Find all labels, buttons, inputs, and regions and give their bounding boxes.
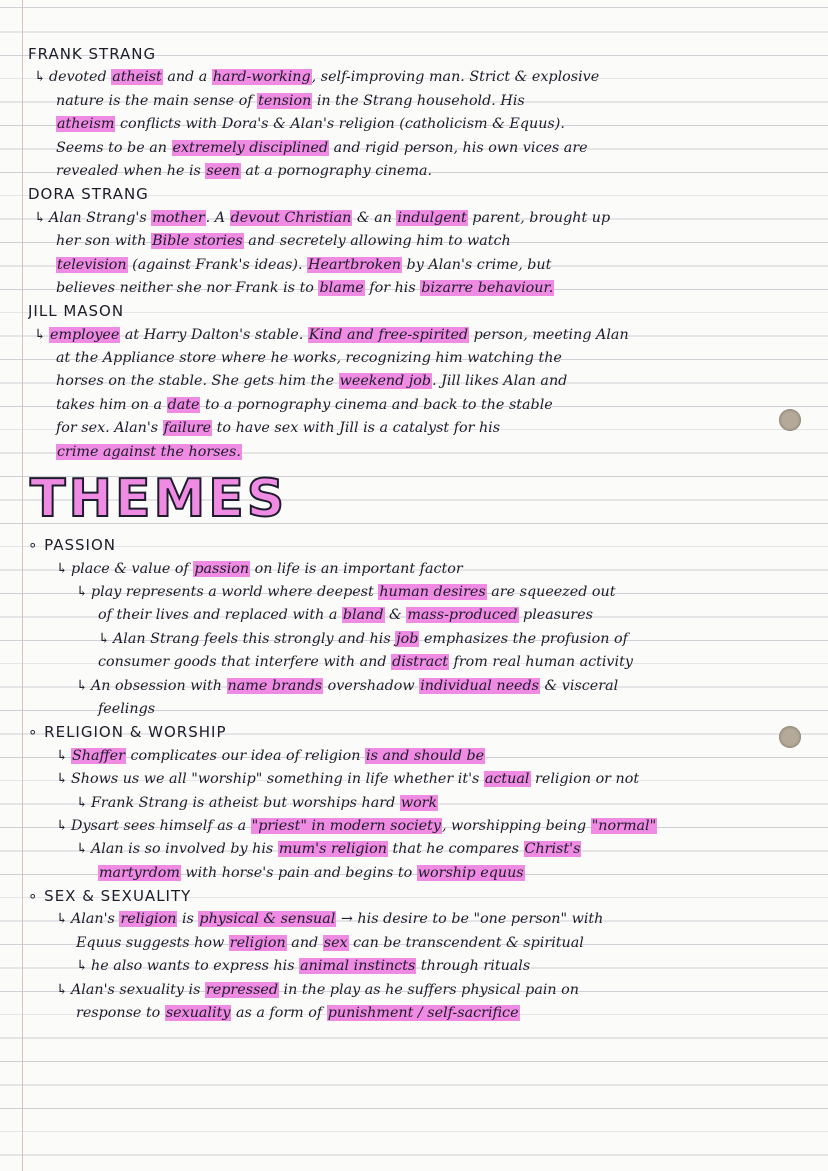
note-text: of their lives and replaced with a bbox=[98, 607, 342, 624]
highlighted-text: hard-working bbox=[212, 69, 311, 86]
highlighted-text: Christ's bbox=[524, 841, 581, 858]
note-line bbox=[28, 628, 818, 651]
note-text: as a form of bbox=[231, 1005, 327, 1022]
highlighted-text: television bbox=[57, 256, 127, 273]
highlighted-text: mother bbox=[152, 209, 205, 226]
highlighted-text: bland bbox=[342, 607, 384, 624]
highlighted-text: "priest" in modern society bbox=[251, 817, 441, 834]
note-text: takes him on a bbox=[56, 396, 167, 413]
note-text: Dysart sees himself as a bbox=[70, 817, 251, 834]
arrow-bullet-icon: ↳ bbox=[76, 794, 88, 811]
note-line bbox=[28, 324, 818, 347]
bullet-icon: ∘ bbox=[28, 887, 45, 906]
bullet-icon: ∘ bbox=[28, 723, 45, 742]
note-text: overshadow bbox=[323, 677, 420, 694]
arrow-bullet-icon: ↳ bbox=[98, 630, 110, 647]
note-text: revealed when he is bbox=[56, 162, 206, 179]
arrow-bullet-icon: ↳ bbox=[56, 771, 68, 788]
note-text: and a bbox=[162, 69, 212, 86]
note-line bbox=[28, 768, 818, 791]
note-text: to have sex with Jill is a catalyst for his bbox=[212, 420, 501, 437]
note-text: , worshipping being bbox=[441, 817, 591, 834]
note-line bbox=[28, 979, 818, 1002]
arrow-bullet-icon: ↳ bbox=[56, 817, 68, 834]
note-text: Alan Strang feels this strongly and his bbox=[112, 630, 396, 647]
note-text: nature is the main sense of bbox=[56, 92, 258, 109]
note-line bbox=[28, 277, 818, 300]
highlighted-text: worship equus bbox=[417, 864, 524, 881]
note-line bbox=[28, 792, 818, 815]
note-text: and bbox=[286, 934, 323, 951]
note-text: An obsession with bbox=[90, 677, 227, 694]
note-text: emphasizes the profusion of bbox=[419, 630, 628, 647]
note-text: can be transcendent & spiritual bbox=[348, 934, 584, 951]
note-text: are squeezed out bbox=[486, 584, 616, 600]
theme-heading bbox=[28, 721, 818, 744]
arrow-bullet-icon: ↳ bbox=[76, 677, 88, 694]
note-text: play represents a world where deepest bbox=[90, 584, 379, 600]
note-line bbox=[28, 113, 818, 136]
note-text: to a pornography cinema and back to the stable bbox=[200, 396, 553, 413]
note-line bbox=[28, 932, 818, 955]
note-line bbox=[28, 66, 818, 89]
highlighted-text: tension bbox=[258, 92, 312, 109]
note-text: response to bbox=[76, 1005, 165, 1022]
note-line bbox=[28, 207, 818, 230]
note-line bbox=[28, 160, 818, 183]
highlighted-text: distract bbox=[392, 654, 449, 671]
highlighted-text: extremely disciplined bbox=[172, 139, 329, 156]
highlighted-text: name brands bbox=[227, 677, 323, 694]
note-text: that he compares bbox=[387, 841, 524, 858]
note-text: at Harry Dalton's stable. bbox=[120, 326, 308, 343]
note-text: at the Appliance store where he works, recognizing him watching the bbox=[56, 350, 562, 367]
note-text: at a pornography cinema. bbox=[240, 162, 433, 179]
note-text: through rituals bbox=[416, 958, 531, 975]
note-text: Alan's sexuality is bbox=[70, 981, 205, 998]
note-line bbox=[28, 838, 818, 861]
theme-name: RELIGION & WORSHIP bbox=[44, 723, 227, 742]
arrow-bullet-icon: ↳ bbox=[56, 981, 68, 998]
note-text: conflicts with Dora's & Alan's religion (catholicism & Equus). bbox=[115, 116, 565, 133]
arrow-bullet-icon: ↳ bbox=[34, 209, 46, 226]
highlighted-text: Bible stories bbox=[152, 233, 243, 250]
note-text: and rigid person, his own vices are bbox=[329, 139, 588, 156]
note-line bbox=[28, 698, 818, 721]
note-line bbox=[28, 675, 818, 698]
highlighted-text: atheism bbox=[57, 116, 115, 133]
theme-name: SEX & SEXUALITY bbox=[44, 887, 192, 906]
note-text: . A bbox=[205, 209, 230, 226]
theme-heading bbox=[28, 534, 818, 557]
bullet-icon: ∘ bbox=[28, 536, 45, 555]
arrow-bullet-icon: ↳ bbox=[56, 560, 68, 577]
note-text: by Alan's crime, but bbox=[402, 256, 552, 273]
arrow-bullet-icon: ↳ bbox=[56, 911, 68, 928]
highlighted-text: mum's religion bbox=[278, 841, 387, 858]
note-text: horses on the stable. She gets him the bbox=[56, 373, 339, 390]
highlighted-text: "normal" bbox=[591, 817, 657, 834]
highlighted-text: atheist bbox=[112, 69, 162, 86]
highlighted-text: individual needs bbox=[420, 677, 539, 694]
highlighted-text: animal instincts bbox=[300, 958, 416, 975]
note-line bbox=[28, 254, 818, 277]
highlighted-text: martyrdom bbox=[99, 864, 180, 881]
highlighted-text: mass-produced bbox=[407, 607, 518, 624]
highlighted-text: Shaffer bbox=[71, 747, 125, 764]
highlighted-text: Heartbroken bbox=[308, 256, 401, 273]
note-line bbox=[28, 745, 818, 768]
note-line bbox=[28, 137, 818, 160]
highlighted-text: repressed bbox=[205, 981, 279, 998]
arrow-bullet-icon: ↳ bbox=[76, 841, 88, 858]
note-line bbox=[28, 90, 818, 113]
note-text: consumer goods that interfere with and bbox=[98, 654, 392, 671]
highlighted-text: religion bbox=[229, 934, 286, 951]
arrow-bullet-icon: ↳ bbox=[76, 584, 88, 600]
note-line bbox=[28, 370, 818, 393]
note-line bbox=[28, 347, 818, 370]
highlighted-text: job bbox=[396, 630, 419, 647]
note-text: in the Strang household. His bbox=[312, 92, 525, 109]
note-line bbox=[28, 815, 818, 838]
note-text: Alan Strang's bbox=[48, 209, 152, 226]
arrow-bullet-icon: ↳ bbox=[76, 958, 88, 975]
note-text: Equus suggests how bbox=[76, 934, 229, 951]
note-text: Seems to be an bbox=[56, 139, 172, 156]
note-text: devoted bbox=[48, 69, 112, 86]
note-text: → his desire to be "one person" with bbox=[336, 911, 604, 928]
note-text: , self-improving man. Strict & explosive bbox=[311, 69, 600, 86]
note-line bbox=[28, 862, 818, 885]
note-text: Frank Strang is atheist but worships hard bbox=[90, 794, 400, 811]
note-text: and secretely allowing him to watch bbox=[243, 233, 511, 250]
highlighted-text: work bbox=[400, 794, 438, 811]
arrow-bullet-icon: ↳ bbox=[34, 326, 46, 343]
note-text: parent, brought up bbox=[467, 209, 611, 226]
character-heading: JILL MASON bbox=[28, 302, 125, 321]
highlighted-text: sexuality bbox=[165, 1005, 231, 1022]
note-text: Shows us we all "worship" something in life whether it's bbox=[70, 771, 484, 788]
highlighted-text: date bbox=[167, 396, 200, 413]
highlighted-text: bizarre behaviour. bbox=[421, 279, 554, 296]
highlighted-text: blame bbox=[319, 279, 364, 296]
note-line bbox=[28, 955, 818, 978]
highlighted-text: is and should be bbox=[366, 747, 485, 764]
note-text: with horse's pain and begins to bbox=[180, 864, 417, 881]
note-text: & visceral bbox=[539, 677, 619, 694]
highlighted-text: religion bbox=[120, 911, 177, 928]
highlighted-text: crime against the horses. bbox=[57, 443, 241, 460]
highlighted-text: passion bbox=[194, 560, 250, 577]
highlighted-text: failure bbox=[163, 420, 212, 437]
highlighted-text: devout Christian bbox=[230, 209, 352, 226]
note-text: place & value of bbox=[70, 560, 194, 577]
highlighted-text: seen bbox=[206, 162, 240, 179]
highlighted-text: sex bbox=[323, 934, 348, 951]
themes-title: THEMES bbox=[30, 469, 288, 530]
note-line bbox=[28, 651, 818, 674]
note-line bbox=[28, 394, 818, 417]
note-text: he also wants to express his bbox=[90, 958, 300, 975]
note-line bbox=[28, 230, 818, 253]
page-margin-line bbox=[22, 0, 23, 1171]
note-text: her son with bbox=[56, 233, 152, 250]
note-text: & an bbox=[352, 209, 397, 226]
highlighted-text: punishment / self-sacrifice bbox=[327, 1005, 519, 1022]
character-heading: FRANK STRANG bbox=[28, 45, 157, 63]
note-text: believes neither she nor Frank is to bbox=[56, 279, 319, 296]
note-line bbox=[28, 581, 818, 604]
note-line bbox=[28, 417, 818, 440]
note-text: . Jill likes Alan and bbox=[432, 373, 568, 390]
note-text: (against Frank's ideas). bbox=[127, 256, 308, 273]
highlighted-text: employee bbox=[49, 326, 120, 343]
note-line bbox=[28, 908, 818, 931]
note-text: on life is an important factor bbox=[250, 560, 463, 577]
highlighted-text: physical & sensual bbox=[199, 911, 336, 928]
note-text: for sex. Alan's bbox=[56, 420, 163, 437]
note-text: Alan's bbox=[70, 911, 120, 928]
note-line bbox=[28, 558, 818, 581]
note-text: for his bbox=[364, 279, 421, 296]
highlighted-text: Kind and free-spirited bbox=[308, 326, 469, 343]
notes-content bbox=[28, 43, 818, 1025]
note-text: pleasures bbox=[518, 607, 593, 624]
note-text: Alan is so involved by his bbox=[90, 841, 278, 858]
note-text: & bbox=[384, 607, 407, 624]
note-line bbox=[28, 1002, 818, 1025]
highlighted-text: human desires bbox=[379, 584, 486, 600]
note-line bbox=[28, 604, 818, 627]
note-text: person, meeting Alan bbox=[469, 326, 629, 343]
note-text: feelings bbox=[98, 700, 156, 717]
character-heading: DORA STRANG bbox=[28, 185, 149, 204]
note-text: complicates our idea of religion bbox=[125, 747, 365, 764]
note-text: from real human activity bbox=[449, 654, 633, 671]
note-text: is bbox=[177, 911, 199, 928]
highlighted-text: weekend job bbox=[339, 373, 432, 390]
arrow-bullet-icon: ↳ bbox=[56, 747, 68, 764]
note-text: religion or not bbox=[530, 771, 640, 788]
theme-heading bbox=[28, 885, 818, 908]
arrow-bullet-icon: ↳ bbox=[34, 69, 46, 86]
note-text: in the play as he suffers physical pain on bbox=[279, 981, 579, 998]
note-line bbox=[28, 441, 818, 464]
theme-name: PASSION bbox=[44, 536, 117, 555]
highlighted-text: indulgent bbox=[397, 209, 467, 226]
highlighted-text: actual bbox=[484, 771, 530, 788]
